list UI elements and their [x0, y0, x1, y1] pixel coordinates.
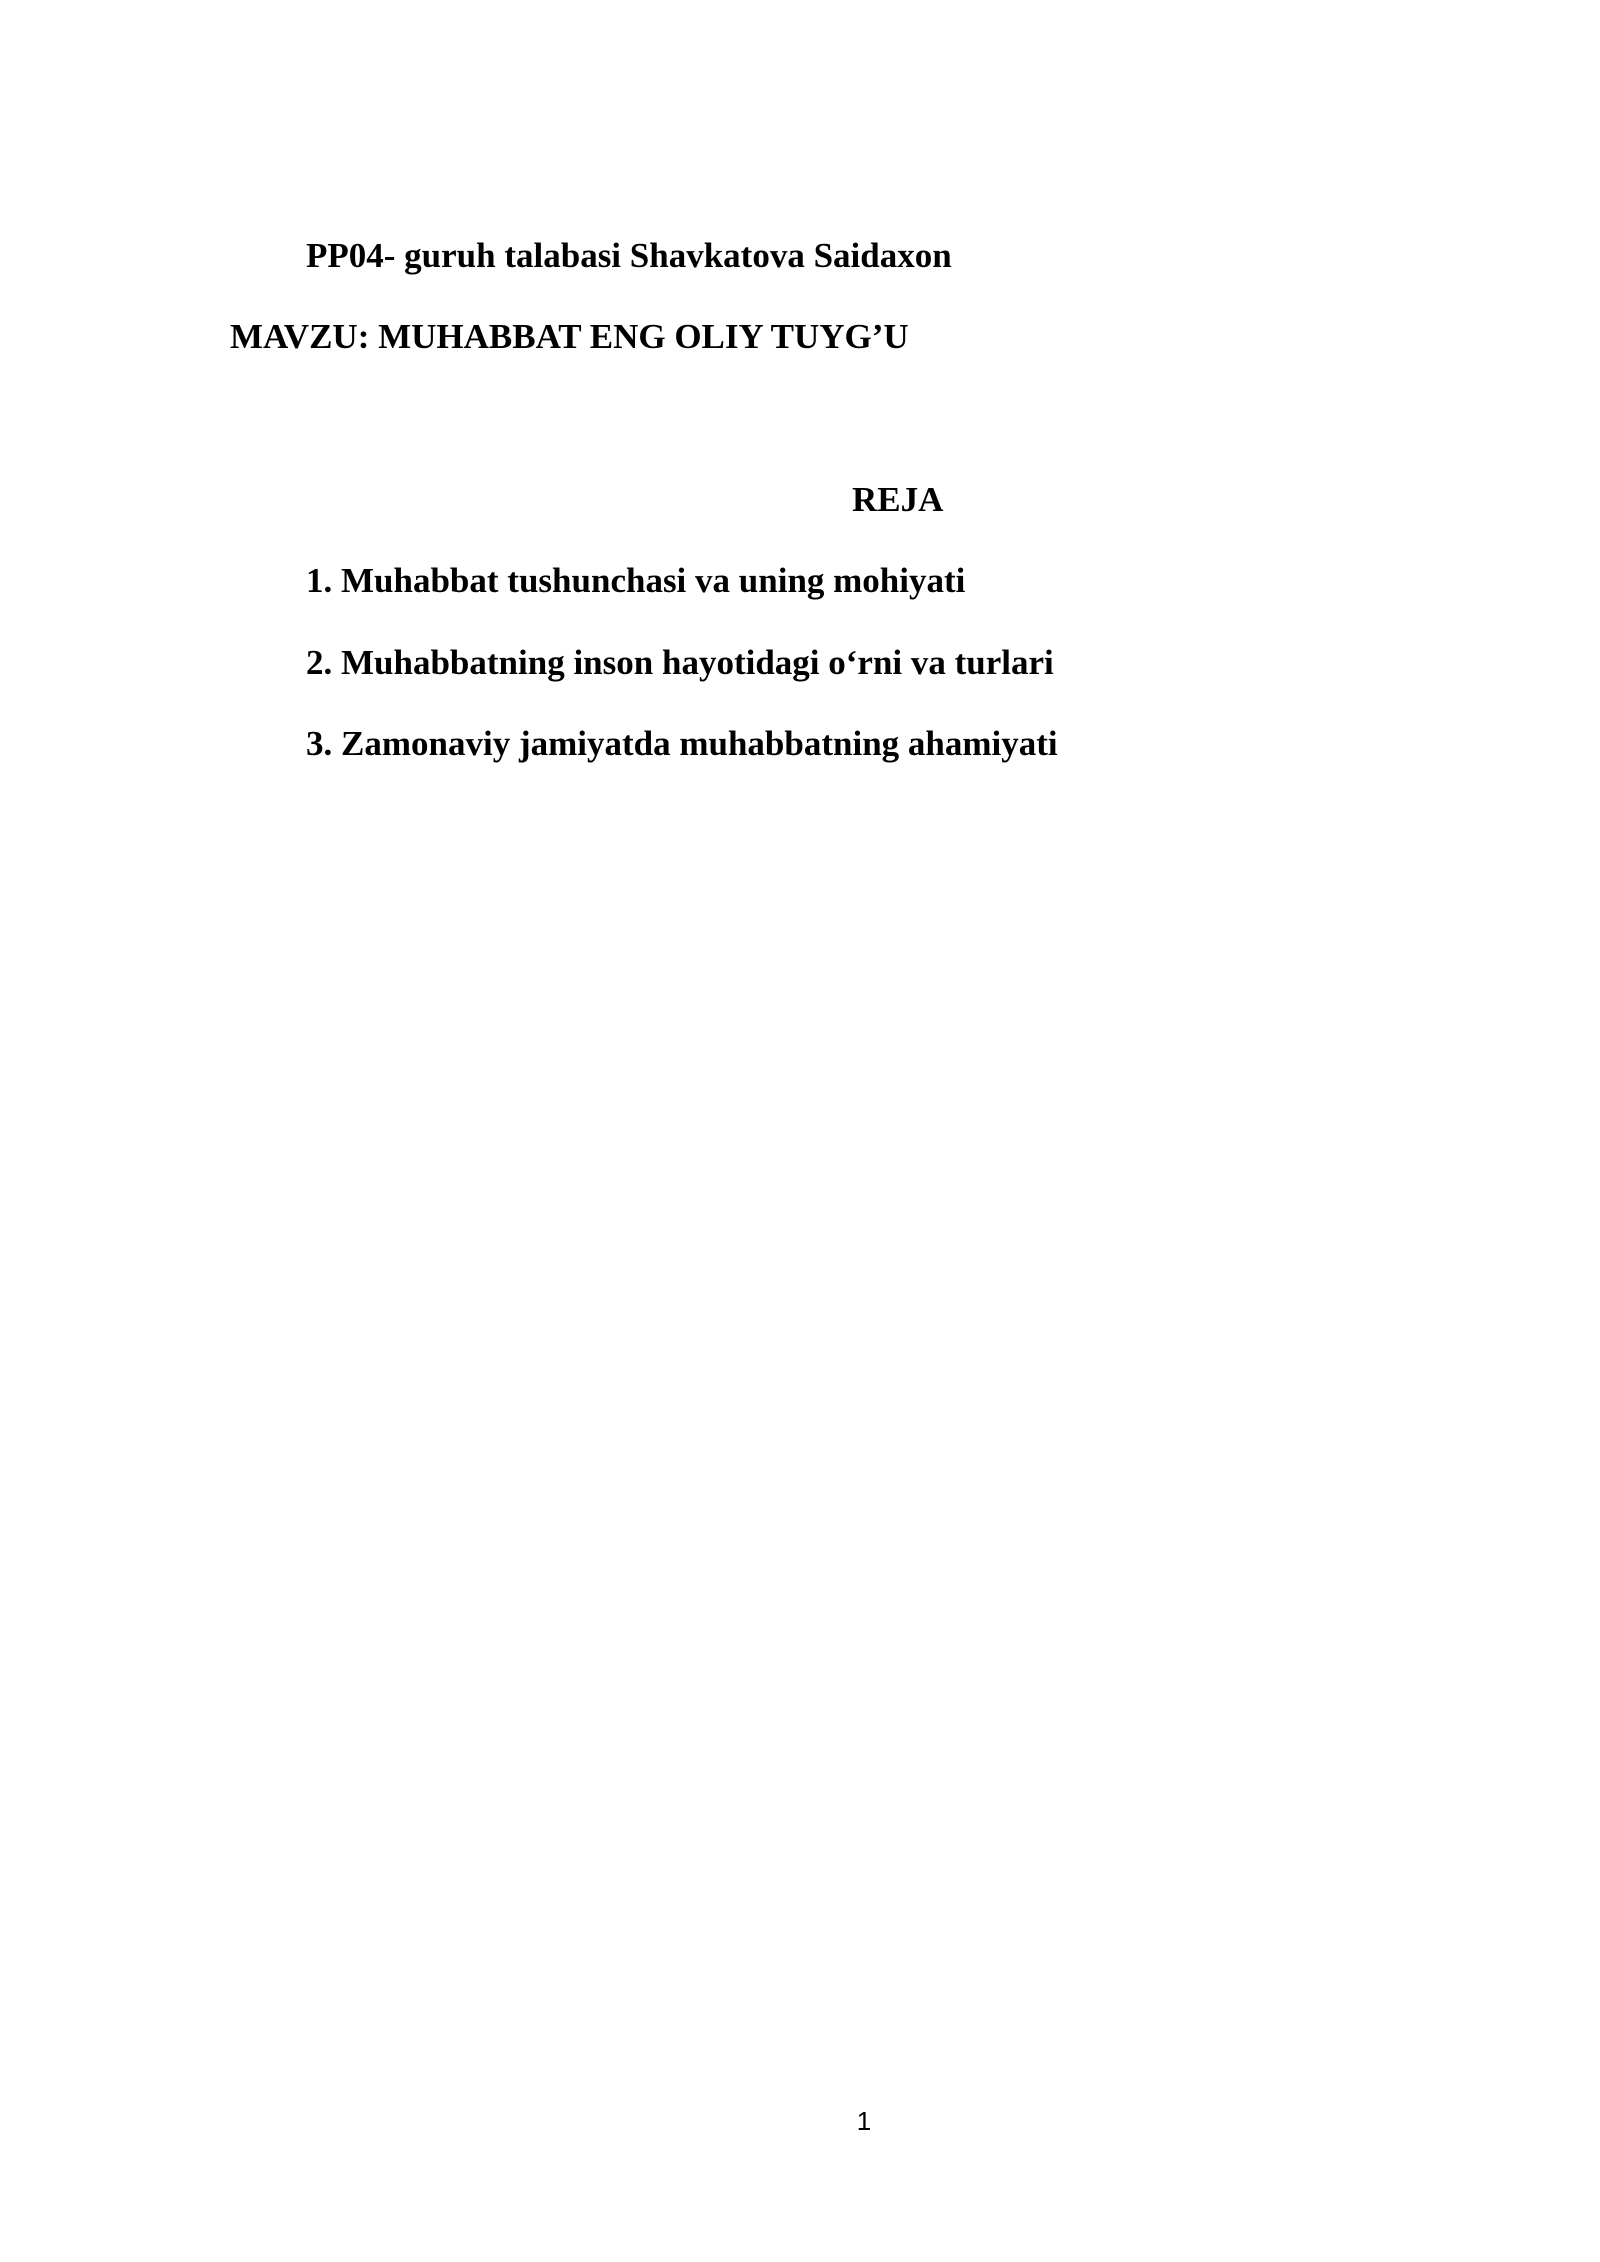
author-line: PP04- guruh talabasi Shavkatova Saidaxon: [306, 236, 952, 275]
plan-item: 2. Muhabbatning inson hayotidagi o‘rni va turlari: [306, 643, 1054, 682]
topic-title: MAVZU: MUHABBAT ENG OLIY TUYG’U: [230, 317, 909, 356]
plan-heading: REJA: [852, 480, 944, 519]
plan-item: 1. Muhabbat tushunchasi va uning mohiyati: [306, 561, 966, 600]
plan-item: 3. Zamonaviy jamiyatda muhabbatning ahamiyati: [306, 724, 1058, 763]
page-number: 1: [856, 2106, 872, 2136]
